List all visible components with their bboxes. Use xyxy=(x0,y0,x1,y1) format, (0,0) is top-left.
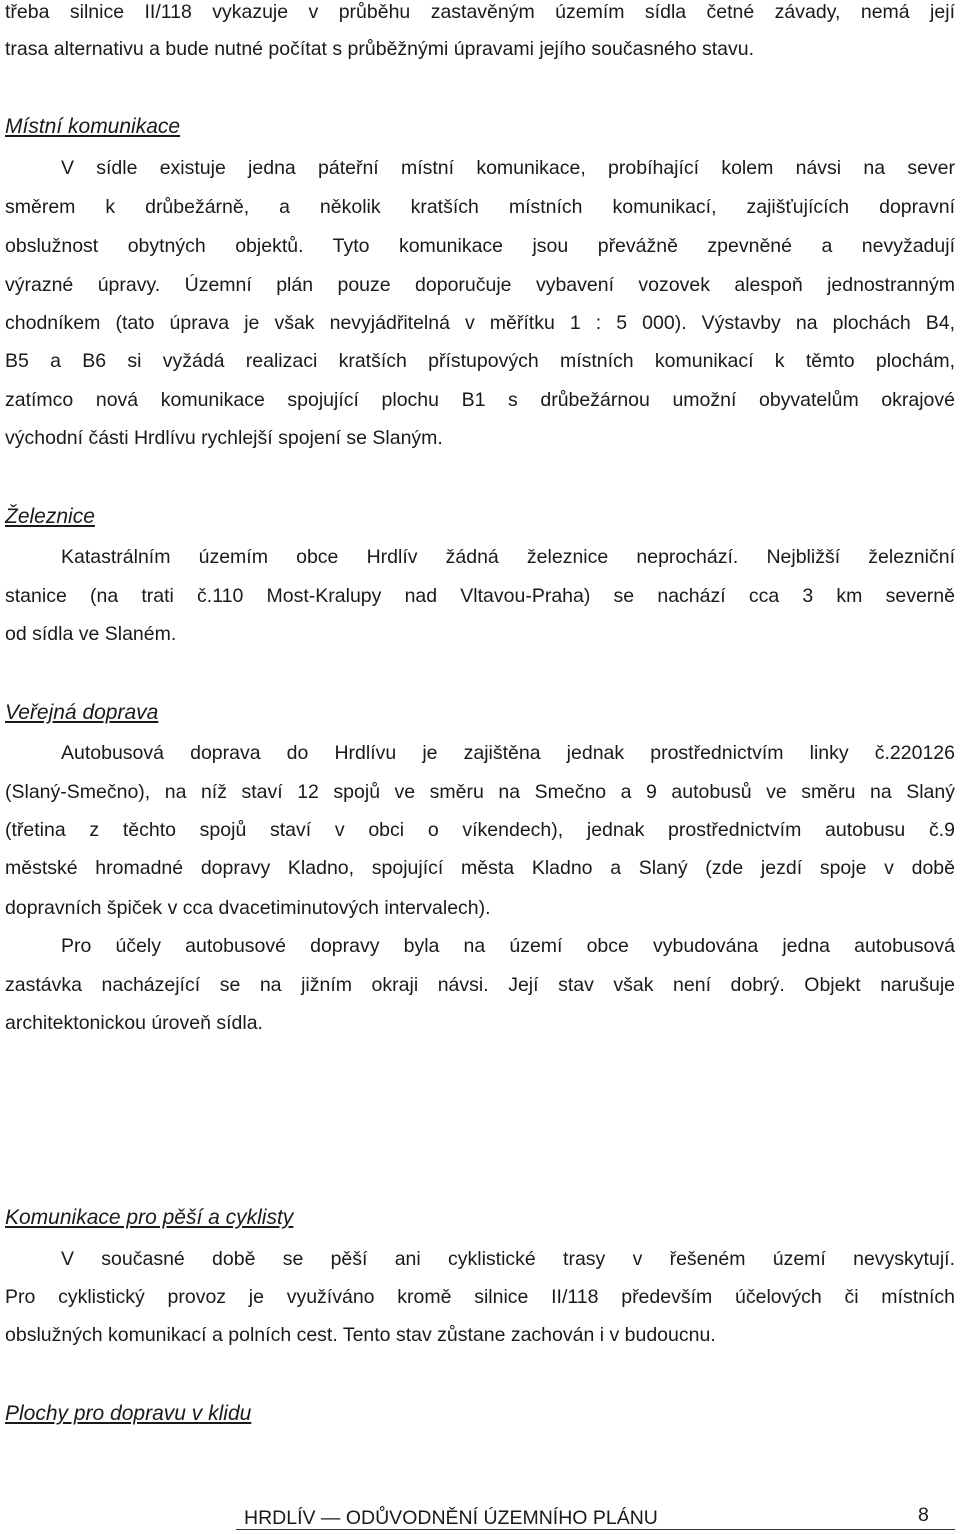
paragraph-line: (třetina z těchto spojů staví v obci o víkendech), jednak prostřednictvím autobusu č.9 xyxy=(5,819,955,841)
paragraph-line: obslužných komunikací a polních cest. Tento stav zůstane zachován i v budoucnu. xyxy=(5,1324,716,1346)
paragraph-line: V sídle existuje jedna páteřní místní komunikace, probíhající kolem návsi na sever xyxy=(61,157,955,179)
section-heading-mistni-komunikace: Místní komunikace xyxy=(5,115,181,138)
paragraph-line: architektonickou úroveň sídla. xyxy=(5,1012,263,1034)
footer-divider xyxy=(236,1529,955,1530)
paragraph-line: výrazné úpravy. Územní plán pouze doporučuje vybavení vozovek alespoň jednostranným xyxy=(5,274,955,296)
paragraph-line: třeba silnice II/118 vykazuje v průběhu zastavěným územím sídla četné závady, nemá její xyxy=(5,1,955,23)
section-heading-komunikace-pro-pesi: Komunikace pro pěší a cyklisty xyxy=(5,1206,294,1229)
section-heading-plochy-pro-dopravu: Plochy pro dopravu v klidu xyxy=(5,1402,252,1425)
paragraph-line: chodníkem (tato úprava je však nevyjádřitelná v měřítku 1 : 5 000). Výstavby na plochách B4, xyxy=(5,312,955,334)
paragraph-line: od sídla ve Slaném. xyxy=(5,623,177,645)
paragraph-line: V současné době se pěší ani cyklistické trasy v řešeném území nevyskytují. xyxy=(61,1248,955,1270)
paragraph-line: zatímco nová komunikace spojující plochu B1 s drůbežárnou umožní obyvatelům okrajové xyxy=(5,389,955,411)
paragraph-line: východní části Hrdlívu rychlejší spojení se Slaným. xyxy=(5,427,443,449)
page-footer xyxy=(0,1500,955,1534)
paragraph-line: obslužnost obytných objektů. Tyto komunikace jsou převážně zpevněné a nevyžadují xyxy=(5,235,955,257)
paragraph-line: trasa alternativu a bude nutné počítat s průběžnými úpravami jejího současného stavu. xyxy=(5,38,755,60)
footer-title: HRDLÍV — ODŮVODNĚNÍ ÚZEMNÍHO PLÁNU xyxy=(244,1507,658,1529)
paragraph-line: Autobusová doprava do Hrdlívu je zajištěna jednak prostřednictvím linky č.220126 xyxy=(61,742,955,764)
paragraph-line: směrem k drůbežárně, a několik kratších místních komunikací, zajišťujících dopravní xyxy=(5,196,955,218)
paragraph-line: Pro účely autobusové dopravy byla na území obce vybudována jedna autobusová xyxy=(61,935,955,957)
paragraph-line: B5 a B6 si vyžádá realizaci kratších přístupových místních komunikací k těmto plochám, xyxy=(5,350,955,372)
page-number: 8 xyxy=(918,1504,929,1526)
section-heading-zeleznice: Železnice xyxy=(5,505,95,528)
paragraph-line: stanice (na trati č.110 Most-Kralupy nad Vltavou-Praha) se nachází cca 3 km severně xyxy=(5,585,955,607)
paragraph-line: dopravních špiček v cca dvacetiminutových intervalech). xyxy=(5,897,491,919)
paragraph-line: zastávka nacházející se na jižním okraji návsi. Její stav však není dobrý. Objekt narušuje xyxy=(5,974,955,996)
paragraph-line: Pro cyklistický provoz je využíváno kromě silnice II/118 především účelových či místních xyxy=(5,1286,955,1308)
section-heading-verejna-doprava: Veřejná doprava xyxy=(5,701,159,724)
paragraph-line: městské hromadné dopravy Kladno, spojující města Kladno a Slaný (zde jezdí spoje v době xyxy=(5,857,955,879)
paragraph-line: (Slaný-Smečno), na níž staví 12 spojů ve směru na Smečno a 9 autobusů ve směru na Slaný xyxy=(5,781,955,803)
paragraph-line: Katastrálním územím obce Hrdlív žádná železnice neprochází. Nejbližší železniční xyxy=(61,546,955,568)
